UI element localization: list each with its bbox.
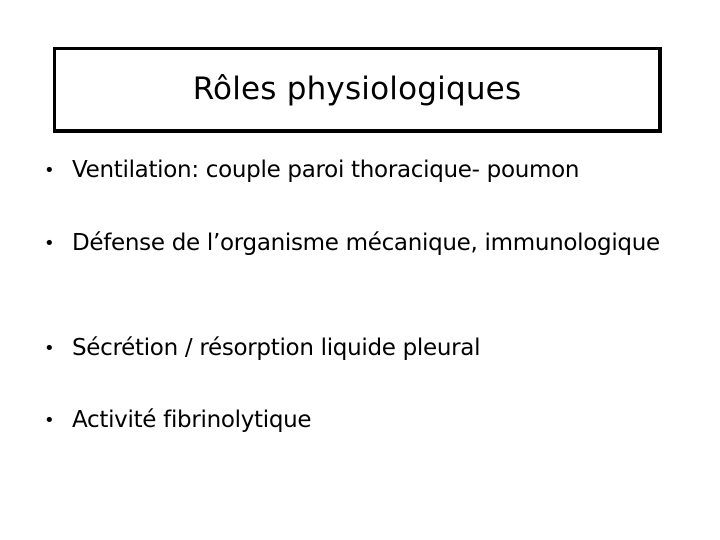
bullet-item [44,157,684,184]
bullet-item [44,230,684,257]
slide-title: Rôles physiologiques [192,70,522,107]
bullet-icon: • [44,233,55,254]
bullet-text: Sécrétion / résorption liquide pleural [72,335,481,361]
bullet-item [44,335,684,362]
bullet-item [44,407,684,434]
bullet-icon: • [44,338,55,359]
bullet-icon: • [44,410,55,431]
bullet-text: Défense de l’organisme mécanique, immunologique [72,230,660,256]
bullet-icon: • [44,160,55,181]
bullet-text: Ventilation: couple paroi thoracique- poumon [72,157,580,183]
bullet-text: Activité fibrinolytique [72,407,312,433]
title-box [53,47,662,133]
